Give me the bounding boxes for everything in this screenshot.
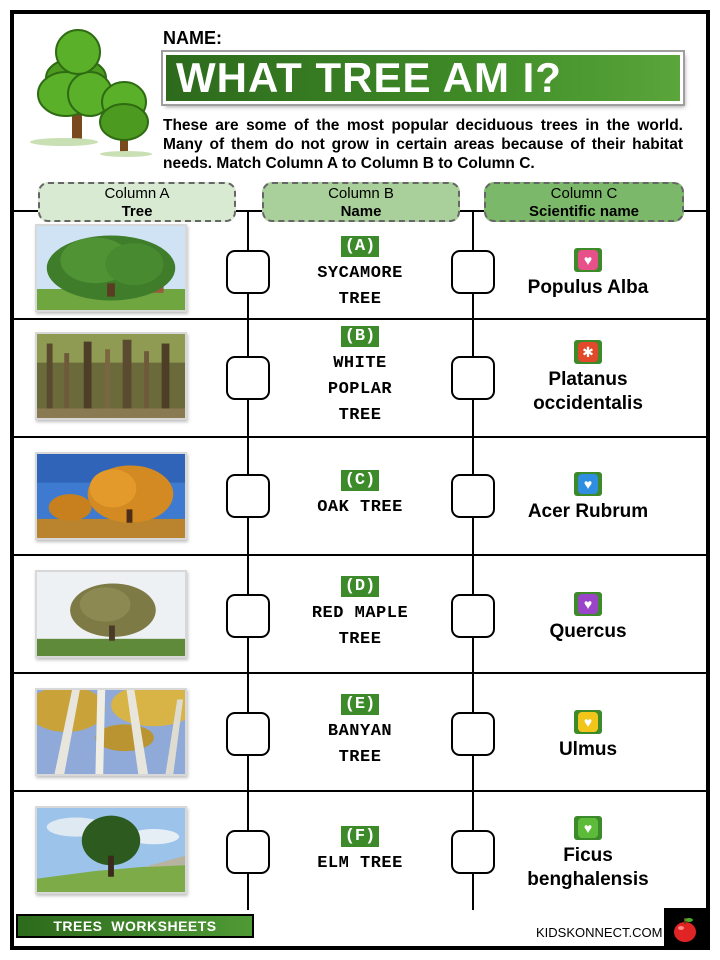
tree-name-line: OAK TREE xyxy=(317,498,403,517)
name-cell-b xyxy=(262,326,458,429)
tree-name-line: TREE xyxy=(338,748,382,767)
emoji-badge xyxy=(574,816,602,840)
name-label: NAME: xyxy=(163,28,222,48)
emoji-badge xyxy=(574,340,602,364)
yellow-heart-icon: ♥ xyxy=(578,712,598,732)
banyan-roots-photo xyxy=(35,332,187,420)
footer-site: KIDSKONNECT.COM xyxy=(536,925,663,940)
row-divider xyxy=(14,672,706,674)
tree-name-line: SYCAMORE xyxy=(317,264,403,283)
sci-cell-c xyxy=(486,472,690,524)
row-divider xyxy=(14,318,706,320)
sci-cell-e xyxy=(486,710,690,762)
sci-cell-d xyxy=(486,592,690,644)
scientific-name-line: benghalensis xyxy=(527,869,649,890)
trees-logo-icon xyxy=(28,22,156,160)
green-heart-icon: ♥ xyxy=(578,818,598,838)
emoji-badge xyxy=(574,592,602,616)
letter-badge-c: (C) xyxy=(341,470,380,491)
tree-name-line: ELM TREE xyxy=(317,854,403,873)
apple-logo-box xyxy=(664,908,706,950)
column-c-header xyxy=(484,182,684,222)
lone-oak-photo xyxy=(35,570,187,658)
autumn-oak-photo xyxy=(35,452,187,540)
tree-name-line: TREE xyxy=(338,630,382,649)
name-cell-d xyxy=(262,576,458,653)
poplar-canopy-photo xyxy=(35,688,187,776)
letter-badge-e: (E) xyxy=(341,694,380,715)
tree-name-line: BANYAN xyxy=(327,722,393,741)
column-b-heading: Column B xyxy=(328,185,394,202)
column-b-header xyxy=(262,182,460,222)
letter-badge-d: (D) xyxy=(341,576,380,597)
pink-heart-icon: ♥ xyxy=(578,250,598,270)
elm-field-photo xyxy=(35,806,187,894)
name-cell-f xyxy=(262,826,458,877)
letter-badge-f: (F) xyxy=(341,826,380,847)
purple-heart-icon: ♥ xyxy=(578,594,598,614)
scientific-name-line: Populus Alba xyxy=(527,277,649,298)
column-c-subheading: Scientific name xyxy=(528,203,640,220)
column-divider xyxy=(247,210,249,910)
emoji-badge xyxy=(574,248,602,272)
sci-cell-b xyxy=(486,340,690,416)
tree-name-line: POPLAR xyxy=(327,380,393,399)
worksheet-title: WHAT TREE AM I? xyxy=(176,54,562,101)
name-cell-a xyxy=(262,236,458,313)
scientific-name-line: occidentalis xyxy=(533,393,643,414)
tree-name-line: RED MAPLE xyxy=(311,604,409,623)
letter-badge-b: (B) xyxy=(341,326,380,347)
row-divider xyxy=(14,790,706,792)
column-a-subheading: Tree xyxy=(121,203,153,220)
name-cell-e xyxy=(262,694,458,771)
footer-banner: TREES WORKSHEETS xyxy=(16,914,254,938)
scientific-name-line: Platanus xyxy=(548,369,628,390)
emoji-badge xyxy=(574,710,602,734)
anger-symbol-icon: ✱ xyxy=(578,342,598,362)
column-a-header xyxy=(38,182,236,222)
scientific-name-line: Ulmus xyxy=(558,739,618,760)
tree-name-line: TREE xyxy=(338,290,382,309)
emoji-badge xyxy=(574,472,602,496)
scientific-name-line: Quercus xyxy=(549,621,627,642)
row-divider xyxy=(14,436,706,438)
sycamore-photo xyxy=(35,224,187,312)
column-b-subheading: Name xyxy=(340,203,382,220)
apple-icon xyxy=(670,914,700,944)
tree-name-line: TREE xyxy=(338,406,382,425)
row-divider xyxy=(14,554,706,556)
intro-paragraph: These are some of the most popular deciduous trees in the world. Many of them do not grow in certain areas because of their habitat needs. Match Column A to Column B to Column C. xyxy=(163,117,683,172)
name-cell-c xyxy=(262,470,458,521)
sci-cell-a xyxy=(486,248,690,300)
letter-badge-a: (A) xyxy=(341,236,380,257)
blue-heart-icon: ♥ xyxy=(578,474,598,494)
column-divider xyxy=(472,210,474,910)
column-a-heading: Column A xyxy=(104,185,170,202)
scientific-name-line: Acer Rubrum xyxy=(527,501,649,522)
title-banner xyxy=(163,52,683,104)
tree-name-line: WHITE xyxy=(333,354,387,373)
column-c-heading: Column C xyxy=(550,185,618,202)
scientific-name-line: Ficus xyxy=(563,845,613,866)
sci-cell-f xyxy=(486,816,690,892)
